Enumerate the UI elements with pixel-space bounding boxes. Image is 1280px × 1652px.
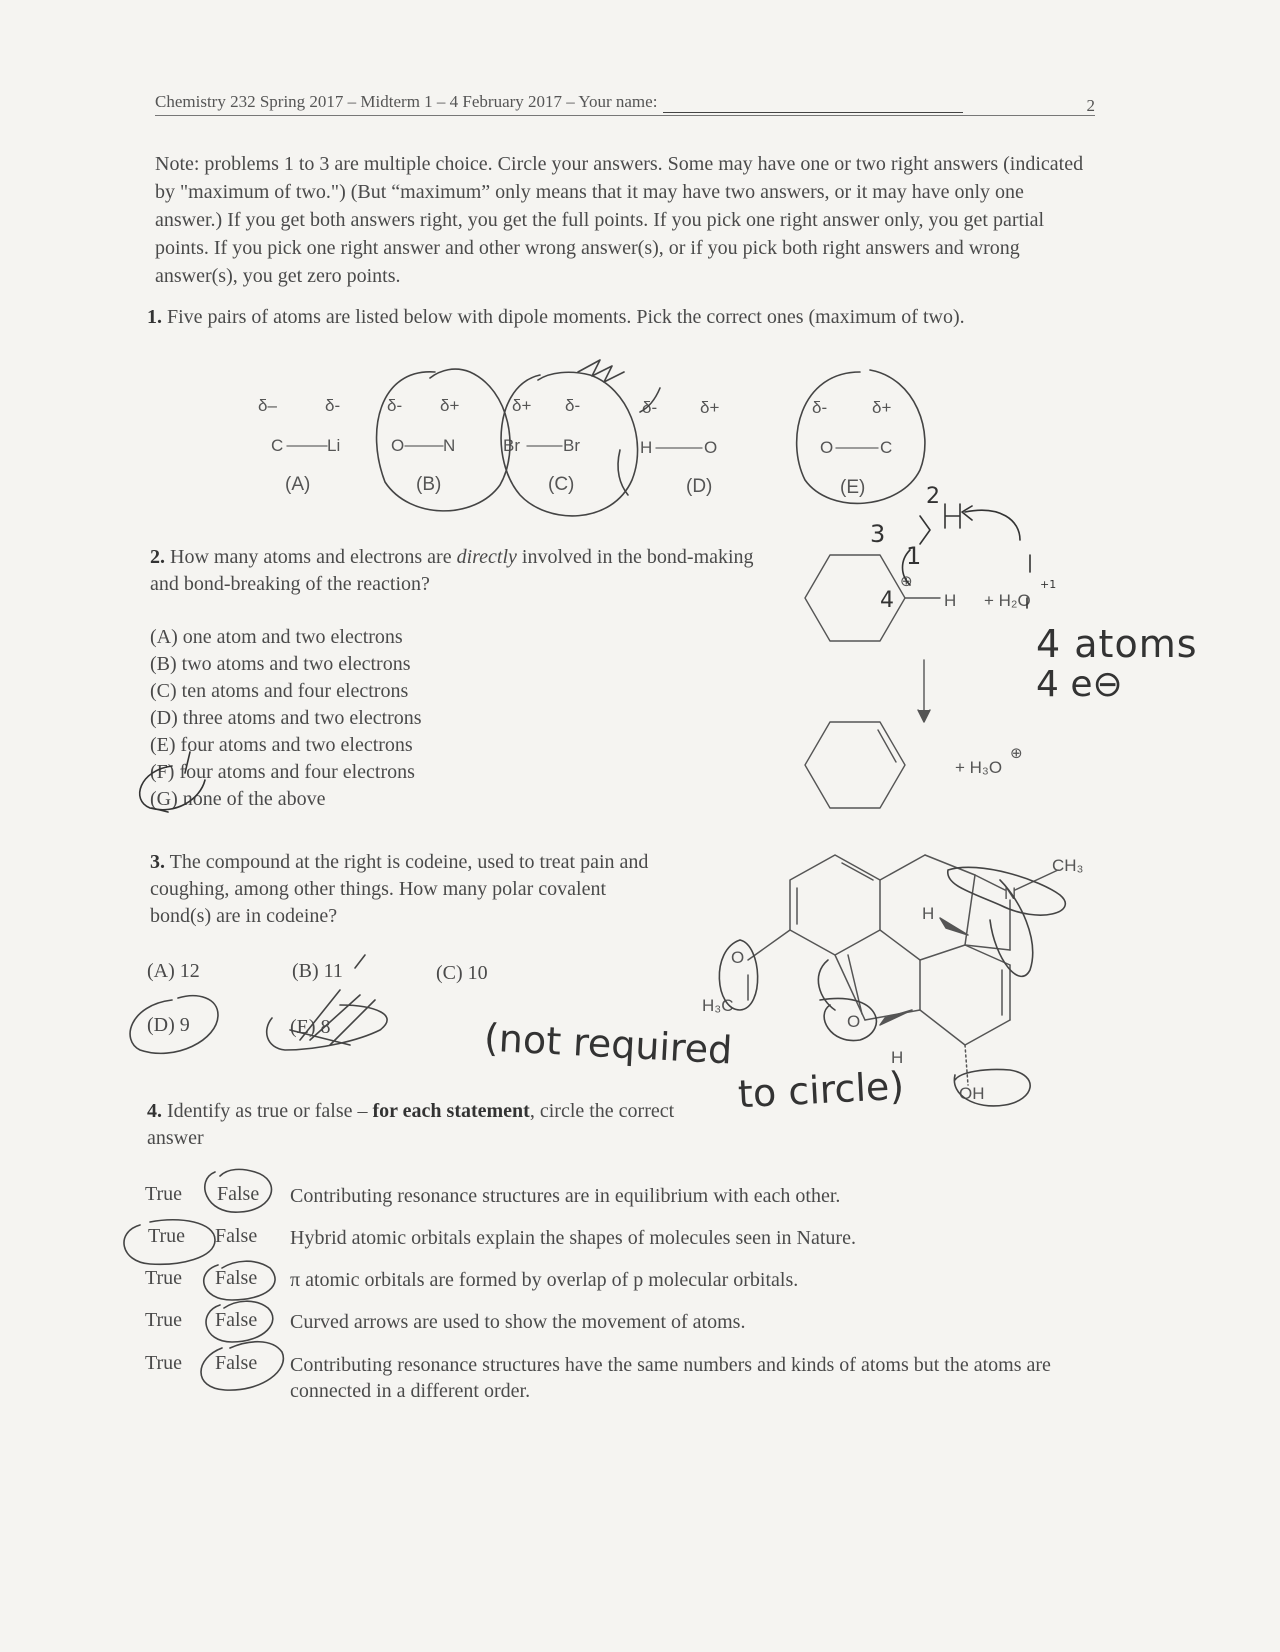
q2-option-f[interactable]: (F) four atoms and four electrons <box>150 761 415 783</box>
pair-e-atom1: O <box>820 438 834 457</box>
circle-ether-arc <box>818 960 835 1010</box>
codeine-h-bottom: H <box>891 1048 904 1067</box>
handwritten-to-circle: to circle) <box>736 1063 906 1117</box>
reactant-ring <box>805 555 940 641</box>
pair-a-delta2: δ- <box>325 396 341 415</box>
circle-e <box>797 370 925 503</box>
q2-option-d[interactable]: (D) three atoms and two electrons <box>150 707 422 729</box>
codeine-o-methoxy: O <box>731 948 745 967</box>
handwritten-1: 1 <box>906 542 922 570</box>
reactant-hexagon <box>805 555 905 641</box>
tf-2-true[interactable]: True <box>148 1225 186 1247</box>
circle-e-scratch <box>267 1005 387 1050</box>
q2-number: 2. <box>150 546 165 568</box>
pair-c-atom1: Br <box>503 436 520 455</box>
pair-d-atom1: H <box>640 438 653 457</box>
curved-arrow-head <box>962 506 972 520</box>
circle-f <box>140 766 205 810</box>
q4-handwritten-marks <box>124 1169 283 1390</box>
codeine-o-ether: O <box>847 1012 861 1031</box>
q4-text-a: Identify as true or false – <box>167 1100 373 1122</box>
q1-bond-lines <box>287 446 878 448</box>
q1-number: 1. <box>147 306 162 328</box>
pair-e-label[interactable]: (E) <box>840 477 866 498</box>
handwritten-4-electrons: 4 e⊖ <box>1036 664 1123 705</box>
circle-d <box>130 996 218 1054</box>
handwritten-4-atoms: 4 atoms <box>1036 622 1198 666</box>
wedge-o <box>880 1010 912 1025</box>
pair-e-atom2: C <box>880 438 893 457</box>
q3-handwritten-marks <box>130 867 1065 1106</box>
handwritten-3: 3 <box>870 520 886 548</box>
circle-tf-4 <box>206 1301 273 1342</box>
pair-e-delta2: δ+ <box>872 398 892 417</box>
pair-b-atom1: O <box>391 436 405 455</box>
handwritten-not-required: (not required <box>483 1015 734 1073</box>
pair-c-label[interactable]: (C) <box>548 474 575 495</box>
q2-option-e[interactable]: (E) four atoms and two electrons <box>150 734 413 756</box>
q2-option-a[interactable]: (A) one atom and two electrons <box>150 626 403 648</box>
pair-e-delta1: δ- <box>812 398 828 417</box>
tf-4-true[interactable]: True <box>145 1309 183 1331</box>
tf-5-true[interactable]: True <box>145 1352 183 1374</box>
circle-n-ch2 <box>990 880 1033 976</box>
q2-text-a: How many atoms and electrons are <box>170 546 457 568</box>
tf-1-false[interactable]: False <box>217 1183 260 1205</box>
codeine-ch3: CH₃ <box>1052 856 1084 875</box>
q2-text-b: involved in the bond-making and bond-breaking of the reaction? <box>150 546 754 595</box>
tick-c <box>618 450 628 495</box>
circle-methoxy <box>719 940 757 1010</box>
circle-c <box>501 372 637 516</box>
circle-tf-2 <box>124 1220 215 1265</box>
carbocation-charge: ⊕ <box>900 573 913 590</box>
q3-option-d[interactable]: (D) 9 <box>147 1014 190 1036</box>
q3-option-e[interactable]: (E) 8 <box>290 1016 331 1038</box>
q1-handwritten-marks <box>377 360 925 516</box>
instructions-note: Note: problems 1 to 3 are multiple choice. Circle your answers. Some may have one or two right answers (indicated by "maximum of two.") (But “maximum” only means that it may have two answers, or it may have only one answer.) If you get both answers right, you get the full points. If you pick one right answer only, you get partial points. If you pick one right answer and other wrong answer(s), or if you pick both right answers and wrong answer(s), you get zero points. <box>155 153 1084 287</box>
tf-3-true[interactable]: True <box>145 1267 183 1289</box>
q2-option-b[interactable]: (B) two atoms and two electrons <box>150 653 411 675</box>
pair-a-label[interactable]: (A) <box>285 474 311 495</box>
circle-b <box>377 369 510 511</box>
tf-4-false[interactable]: False <box>215 1309 258 1331</box>
q2-option-c[interactable]: (C) ten atoms and four electrons <box>150 680 409 702</box>
tf-3-statement: π atomic orbitals are formed by overlap of p molecular orbitals. <box>290 1269 799 1291</box>
tf-2-statement: Hybrid atomic orbitals explain the shapes of molecules seen in Nature. <box>290 1227 856 1249</box>
q4-number: 4. <box>147 1100 162 1122</box>
q3-text: The compound at the right is codeine, used to treat pain and coughing, among other things. How many polar covalent bond(s) are in codeine? <box>150 851 649 927</box>
handwritten-arc <box>903 550 911 585</box>
codeine-oh: OH <box>959 1084 985 1103</box>
pair-b-delta1: δ- <box>387 396 403 415</box>
curved-arrow-top <box>965 510 1020 540</box>
reaction-plus-h2o: + H₂O <box>984 591 1031 610</box>
handwritten-bracket <box>920 516 930 544</box>
tf-2-false[interactable]: False <box>215 1225 258 1247</box>
pair-c-delta1: δ+ <box>512 396 532 415</box>
strike-e <box>185 752 190 773</box>
pair-a-atom1: C <box>271 436 284 455</box>
pair-a-atom2: Li <box>327 436 341 455</box>
product-hexagon <box>805 722 905 808</box>
q3-option-c[interactable]: (C) 10 <box>436 962 488 984</box>
pair-d-delta2: δ+ <box>700 398 720 417</box>
pair-b-delta2: δ+ <box>440 396 460 415</box>
q2-option-g[interactable]: (G) none of the above <box>150 788 326 810</box>
q4-text-bold: for each statement <box>372 1100 530 1122</box>
tf-5-false[interactable]: False <box>215 1352 258 1374</box>
codeine-h3c: H₃C <box>702 996 734 1015</box>
tick-b <box>355 955 365 968</box>
circle-oh <box>954 1069 1030 1105</box>
pair-b-label[interactable]: (B) <box>416 474 442 495</box>
tf-4-statement: Curved arrows are used to show the movement of atoms. <box>290 1311 746 1333</box>
q2-handwritten-marks <box>140 504 1030 812</box>
q3-option-a[interactable]: (A) 12 <box>147 960 200 982</box>
q3-number: 3. <box>150 851 165 873</box>
product-ring <box>805 722 905 808</box>
scribble-c <box>578 360 624 382</box>
q3-option-b[interactable]: (B) 11 <box>292 960 343 982</box>
hash-oh <box>965 1045 968 1085</box>
tf-1-statement: Contributing resonance structures are in equilibrium with each other. <box>290 1185 841 1207</box>
codeine-h-top: H <box>922 904 935 923</box>
tf-3-false[interactable]: False <box>215 1267 258 1289</box>
wedge-h-top <box>940 918 968 935</box>
pair-c-atom2: Br <box>563 436 580 455</box>
q2-text-em: directly <box>456 546 517 568</box>
tf-5-statement: Contributing resonance structures have the same numbers and kinds of atoms but the atoms are connected in a different order. <box>290 1354 1051 1402</box>
q1-text: Five pairs of atoms are listed below with dipole moments. Pick the correct ones (maximum of two). <box>167 306 965 328</box>
codeine-n: N <box>1004 884 1017 903</box>
codeine-aromatic-ring <box>790 855 880 955</box>
header-title: Chemistry 232 Spring 2017 – Midterm 1 – 4 February 2017 – Your name: <box>155 92 658 111</box>
pair-a-delta1: δ– <box>258 396 277 415</box>
circle-tf-3 <box>204 1261 275 1300</box>
pair-d-atom2: O <box>704 438 718 457</box>
reaction-plus-h3o: + H₃O <box>955 758 1003 777</box>
pair-b-atom2: N <box>443 436 456 455</box>
circle-tf-5 <box>201 1342 283 1390</box>
codeine-structure <box>748 855 1058 1085</box>
pair-d-label[interactable]: (D) <box>686 476 713 497</box>
pair-d-delta1: δ- <box>642 398 658 417</box>
handwritten-2: 2 <box>926 484 940 509</box>
circle-tf-1 <box>205 1169 272 1212</box>
handwritten-4: 4 <box>880 588 894 613</box>
page-number: 2 <box>1086 96 1095 115</box>
handwritten-h <box>945 504 960 528</box>
reaction-arrow <box>918 660 930 722</box>
handwritten-plus-1: +1 <box>1040 578 1057 591</box>
tf-1-true[interactable]: True <box>145 1183 183 1205</box>
hydronium-charge: ⊕ <box>1010 745 1023 762</box>
tick-d <box>640 388 660 412</box>
pair-c-delta2: δ- <box>565 396 581 415</box>
reaction-h-label: H <box>944 591 957 610</box>
q4-text-b: , circle the correct answer <box>147 1100 675 1149</box>
